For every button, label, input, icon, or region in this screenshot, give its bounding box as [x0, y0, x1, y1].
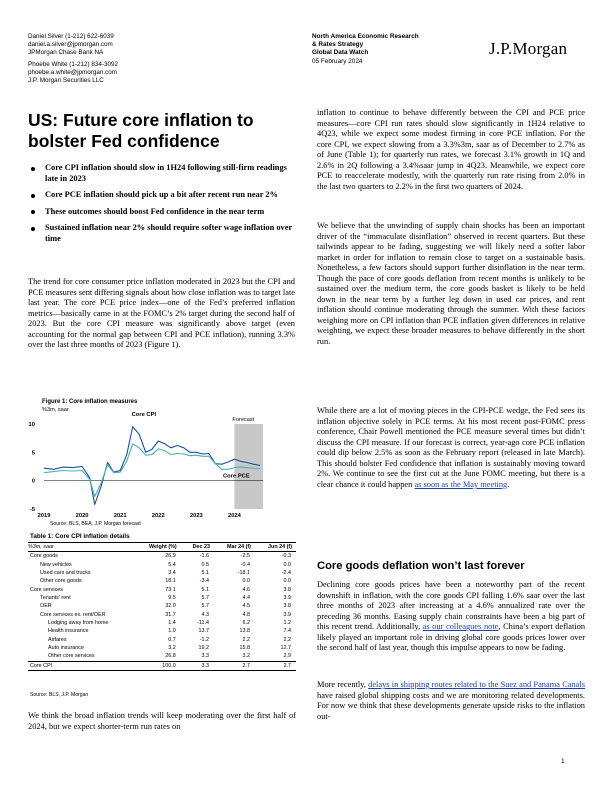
table-cell: 5.4: [168, 561, 176, 568]
table-cell: 0.0: [283, 561, 291, 568]
table-source: Source: BLS, J.P. Morgan: [30, 692, 89, 698]
x-tick-label: 2022: [151, 513, 165, 519]
author-email[interactable]: phoebe.a.white@jpmorgan.com: [28, 68, 118, 76]
body-paragraph: We think the broad inflation trends will keep moderating over the first half of 2024, but we expect shorter-term run rates on: [28, 711, 296, 731]
table-cell: 26.8: [165, 653, 176, 660]
table-row: [28, 602, 296, 610]
table-cell: -1.2: [199, 636, 209, 643]
row-label: Other core services: [48, 653, 95, 660]
body-paragraph: [317, 580, 585, 654]
table-cell: 13.7: [198, 628, 209, 635]
table-cell: 0.7: [168, 636, 176, 643]
colleagues-note-link[interactable]: as our colleagues note: [422, 622, 499, 632]
key-point: Sustained inflation near 2% should require softer wage inflation over time: [28, 223, 298, 244]
table-cell: 3.8: [283, 586, 291, 593]
paragraph-text: , China’s export deflation likely played an important role in driving global core goods prices lower over the second half of last year, though this impulse appears to now be fading.: [317, 622, 586, 653]
paragraph-text: Declining core goods prices have been a noteworthy part of the recent downshift in inflation, with the core goods CPI falling 1.6% saar over the last three months of 2023 after increasing at a 4.6% annualized rate over the preceding 36 months. Easing supply chain constraints have been a big part of this recent trend. Additionally,: [317, 580, 585, 632]
figure-unit: %3m, saar: [42, 407, 69, 413]
paragraph-text: More recently,: [317, 680, 369, 689]
row-label: Used cars and trucks: [40, 570, 91, 577]
table-header-cell: Weight (%): [148, 544, 177, 550]
table-cell: 2.7: [242, 662, 250, 669]
table-cell: -2.4: [281, 570, 291, 577]
table-cell: 3.9: [283, 611, 291, 618]
table-cell: 2.7: [283, 662, 291, 669]
table-cell: 1.4: [168, 620, 176, 627]
table-row: [28, 636, 296, 644]
page-number: 1: [561, 758, 565, 765]
core-pce-line: [44, 444, 260, 497]
table-header-cell: Mar 24 (f): [227, 544, 251, 550]
x-tick-label: 2020: [75, 513, 89, 519]
author-line: J.P. Morgan Securities LLC: [28, 77, 104, 85]
y-tick-label: 10: [28, 422, 35, 428]
row-label: Core services ex. rent/OER: [40, 611, 106, 618]
table-cell: 7.4: [283, 628, 291, 635]
table-cell: -1.6: [199, 553, 209, 560]
table-cell: 1.2: [283, 620, 291, 627]
publication-group-2: & Rates Strategy: [312, 41, 364, 49]
table-cell: 3.4: [168, 570, 176, 577]
table-header-cell: Jun 24 (f): [268, 544, 292, 550]
row-label: Core services: [30, 586, 63, 593]
table-row: [28, 644, 296, 652]
table-cell: -3.4: [199, 578, 209, 585]
y-tick-label: 5: [31, 450, 35, 457]
table-cell: 15.8: [239, 645, 250, 652]
table-cell: 5.1: [201, 586, 209, 593]
figure-source: Source: BLS, BEA, J.P. Morgan forecast: [50, 521, 141, 527]
table-title: Table 1: Core CPI inflation details: [30, 533, 130, 540]
publication-name: Global Data Watch: [312, 49, 369, 57]
table-row: [28, 661, 296, 670]
table-row: [28, 611, 296, 619]
table-cell: 19.2: [198, 645, 209, 652]
table-cell: 1.0: [168, 628, 176, 635]
table-cell: 12.7: [280, 645, 291, 652]
table-cell: 4.6: [242, 586, 250, 593]
table-cell: 4.8: [242, 611, 250, 618]
row-label: New vehicles: [40, 561, 72, 568]
table-cell: 26.9: [165, 553, 176, 560]
table-header-cell: %3m, saar: [28, 544, 54, 550]
table-row: [28, 577, 296, 585]
table-row: [28, 561, 296, 569]
author-line: Daniel Silver (1-212) 622-6039: [28, 33, 114, 40]
paragraph-text: have raised global shipping costs and we are monitoring related developments. For now we think that these developments generate upside risks to the inflation out-: [317, 690, 585, 721]
core-inflation-chart: [28, 412, 278, 520]
table-cell: 3.3: [201, 653, 209, 660]
shipping-delays-link[interactable]: delays in shipping routes related to the Suez and Panama Canals: [368, 680, 585, 689]
figure-title: Figure 1: Core inflation measures: [42, 399, 138, 405]
table-cell: 18.1: [165, 578, 176, 585]
table-cell: 6.2: [242, 620, 250, 627]
core-cpi-table: [28, 542, 296, 671]
table-cell: 9.5: [168, 595, 176, 602]
table-cell: 32.0: [165, 603, 176, 610]
x-tick-label: 2023: [189, 513, 203, 519]
key-point: Core CPI inflation should slow in 1H24 following still-firm readings late in 2023: [28, 163, 298, 184]
x-tick-label: 2024: [227, 513, 241, 519]
table-cell: 2.2: [242, 636, 250, 643]
author-line: Phoebe White (1-212) 834-3092: [28, 60, 118, 68]
table-row: [28, 627, 296, 635]
table-cell: -11.4: [197, 620, 209, 627]
table-cell: 0.0: [283, 578, 291, 585]
table-cell: -0.4: [240, 561, 250, 568]
body-paragraph: [317, 406, 585, 490]
forecast-label: Forecast: [232, 417, 255, 423]
row-label: Auto insurance: [48, 645, 84, 652]
table-cell: -18.1: [237, 570, 250, 577]
table-cell: 5.7: [201, 595, 209, 602]
table-cell: 0.0: [242, 578, 250, 585]
x-tick-label: 2021: [113, 513, 127, 519]
y-tick-label: -5: [29, 507, 35, 513]
table-cell: 5.1: [201, 570, 209, 577]
table-cell: 13.8: [239, 628, 250, 635]
table-cell: 2.9: [283, 653, 291, 660]
table-row: [28, 619, 296, 627]
may-meeting-link[interactable]: as soon as the May meeting: [414, 479, 508, 489]
key-point: Core PCE inflation should pick up a bit after recent run near 2%: [28, 190, 298, 201]
x-tick-label: 2019: [37, 513, 51, 519]
paragraph-text: While there are a lot of moving pieces in the CPI-PCE wedge, the Fed sees its inflation objective solely in PCE terms. At his most recent post-FOMC press conference, Chair Powell mentioned the PCE measure several times but didn’t discuss the CPI measure. If our forecast is correct, year-ago core PCE inflation could dip below 2.5% as soon as the February report (released in late March). This should bolster Fed confidence that inflation is sustainably moving toward 2%. We continue to see the first cut at the June FOMC meeting, but there is a clear chance it could happen: [317, 406, 585, 489]
table-row: [28, 552, 296, 561]
row-label: Core CPI: [30, 662, 53, 669]
paragraph-text: .: [507, 479, 510, 489]
table-cell: 0.5: [201, 561, 209, 568]
table-header-row: [28, 543, 296, 552]
table-cell: 5.7: [201, 603, 209, 610]
table-cell: 3.2: [168, 645, 176, 652]
table-row: [28, 652, 296, 661]
table-cell: 2.2: [283, 636, 291, 643]
table-cell: 3.3: [201, 662, 209, 669]
table-cell: 100.0: [162, 662, 176, 669]
row-label: Tenants' rent: [40, 595, 71, 602]
table-row: [28, 586, 296, 594]
table-cell: 73.1: [165, 586, 176, 593]
core-cpi-line: [44, 427, 260, 505]
row-label: Airfares: [48, 636, 67, 643]
row-label: Core goods: [30, 553, 58, 560]
row-label: OER: [40, 603, 52, 610]
body-paragraph: [317, 680, 585, 722]
row-label: Health insurance: [48, 628, 89, 635]
publication-info: [312, 33, 482, 66]
forecast-shading: [234, 424, 263, 509]
core-cpi-label: Core CPI: [131, 412, 157, 419]
author-block: [28, 33, 248, 85]
table-cell: 3.8: [283, 603, 291, 610]
intro-paragraph: The trend for core consumer price inflation moderated in 2023 but the CPI and PCE measures sent differing signals about how close inflation was to target late last year. The core PCE price index—one of the Fed’s preferred inflation metrics—basically came in at the FOMC’s 2% target during the second half of 2023. But the core CPI measure was significantly above target (even accounting for the normal gap between CPI and PCE inflation), running 3.3% over the last three months of 2023 (Figure 1).: [28, 277, 295, 350]
publication-date: 05 February 2024: [312, 57, 363, 65]
table-header-cell: Dec 23: [192, 544, 210, 550]
key-point: These outcomes should boost Fed confidence in the near term: [28, 207, 298, 218]
table-row: [28, 569, 296, 577]
publication-group: North America Economic Research: [312, 33, 419, 40]
y-tick-label: 0: [31, 478, 35, 485]
table-cell: 4.3: [201, 611, 209, 618]
table-row: [28, 594, 296, 602]
core-pce-label: Core PCE: [223, 473, 250, 480]
jpmorgan-logo: J.P.Morgan: [489, 39, 568, 58]
author-email[interactable]: daniel.a.silver@jpmorgan.com: [28, 41, 113, 49]
table-cell: 3.2: [242, 653, 250, 660]
table-cell: 3.9: [283, 595, 291, 602]
table-cell: -0.3: [281, 553, 291, 560]
table-cell: -2.5: [240, 553, 250, 560]
key-points-list: [28, 163, 298, 251]
author-line: JPMorgan Chase Bank NA: [28, 49, 104, 57]
body-paragraph: inflation to continue to behave differently between the CPI and PCE price measures—core CPI run rates should slow significantly in 1H24 relative to 4Q23, while we expect some modest firming in core PCE inflation. For the core CPI, we expect slowing from a 3.3%3m, saar as of December to 2.7% as of June (Table 1); for quarterly run rates, we forecast 3.1% growth in 1Q and 2.6% in 2Q following a 3.4%saar jump in 4Q23. Meanwhile, we expect core PCE to reaccelerate modestly, with the quarterly run rate rising from 2.0% in the last two quarters to 2.2% in the first two quarters of 2024.: [317, 108, 585, 191]
table-cell: 4.4: [242, 595, 250, 602]
table-cell: 31.7: [165, 611, 176, 618]
row-label: Lodging away from home: [48, 620, 109, 627]
article-title: US: Future core inflation to bolster Fed confidence: [28, 110, 254, 151]
table-cell: 4.5: [242, 603, 250, 610]
section-heading: Core goods deflation won’t last forever: [317, 560, 525, 572]
row-label: Other core goods: [40, 578, 82, 585]
body-paragraph: We believe that the unwinding of supply chain shocks has been an important driver of the “immaculate disinflation” observed in recent quarters. But these tailwinds appear to be fading, suggesting we will likely need a softer labor market in order for inflation to remain close to target on a sustainable basis. Nonetheless, a few factors should support further disinflation in the near term. Though the pace of core goods deflation from recent months is unlikely to be sustained over the medium term, the core goods basket is likely to be held down in the near term by a further leg down in used car prices, and rent inflation should continue moderating through the summer. With these factors weighing more on CPI inflation than PCE inflation given differences in relative weighting, we expect these broader measures to behave differently in the short run.: [317, 221, 585, 347]
